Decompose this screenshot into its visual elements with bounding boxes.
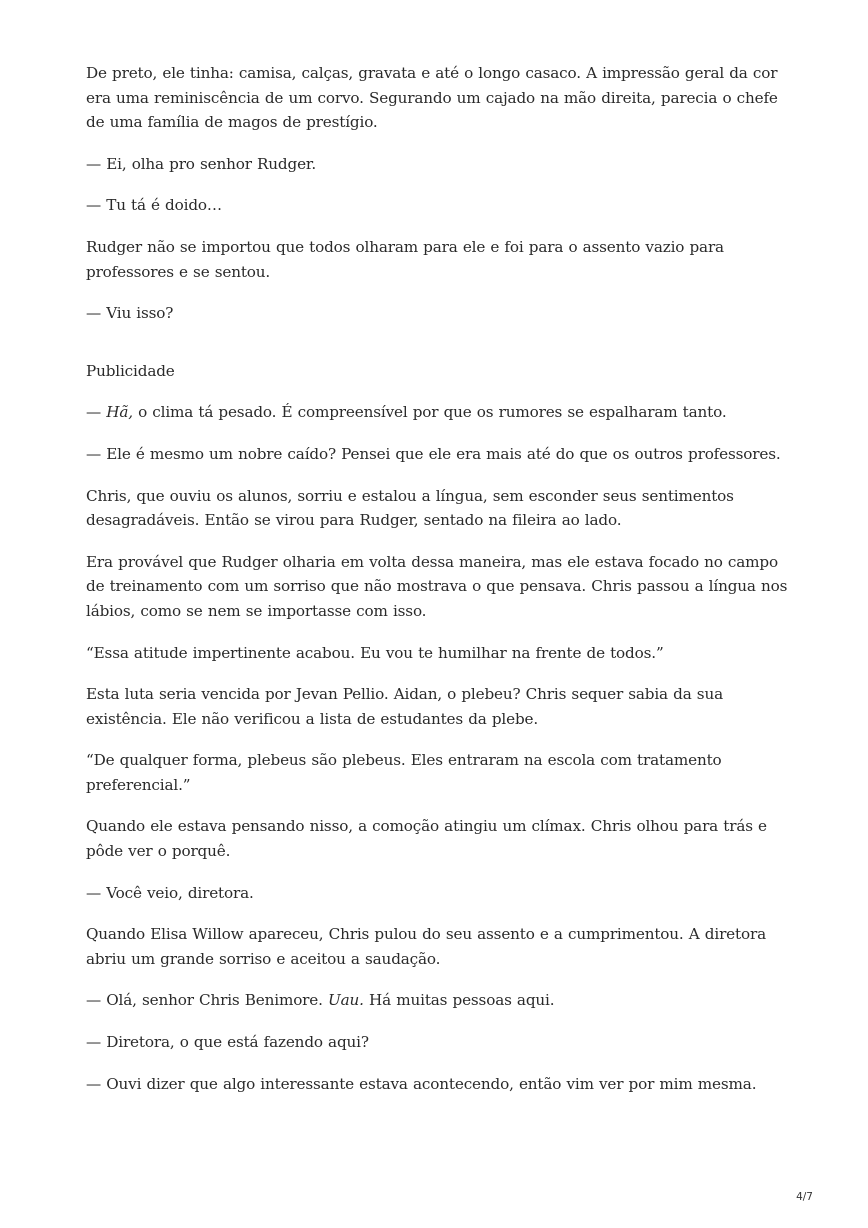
page-number: 4/7 [796,1191,813,1203]
advertisement-label: Publicidade [86,361,175,380]
paragraph-narration: Esta luta seria vencida por Jevan Pellio. Aidan, o plebeu? Chris sequer sabia da sua existência. Ele não verificou a lista de estudantes da plebe. [86,685,723,728]
thought-line: “De qualquer forma, plebeus são plebeus. Eles entraram na escola com tratamento preferencial.” [86,751,722,794]
paragraph-narration: Chris, que ouviu os alunos, sorriu e estalou a língua, sem esconder seus sentimentos desagradáveis. Então se virou para Rudger, sentado na fileira ao lado. [86,486,734,530]
paragraph-narration: Quando ele estava pensando nisso, a comoção atingiu um clímax. Chris olhou para trás e pôde ver o porquê. [86,817,767,861]
paragraph-narration: Era provável que Rudger olharia em volta dessa maneira, mas ele estava focado no campo de treinamento com um sorriso que não mostrava o que pensava. Chris passou a língua nos lábios, como se nem se importasse com isso. [86,552,788,620]
paragraph-description: De preto, ele tinha: camisa, calças, gravata e até o longo casaco. A impressão geral da cor era uma reminiscência de um corvo. Segurando um cajado na mão direita, parecia o chefe de uma família de magos de prestígio. [86,64,778,132]
dialogue-line: — Ouvi dizer que algo interessante estava acontecendo, então vim ver por mim mesma. [86,1074,757,1093]
paragraph-narration: Quando Elisa Willow apareceu, Chris pulou do seu assento e a cumprimentou. A diretora abriu um grande sorriso e aceitou a saudação. [86,925,766,968]
dialogue-line: — Você veio, diretora. [86,883,254,902]
dialogue-line: — Ei, olha pro senhor Rudger. [86,154,317,173]
thought-line: “Essa atitude impertinente acabou. Eu vou te humilhar na frente de todos.” [86,643,664,662]
dialogue-line: — Hã, o clima tá pesado. É compreensível por que os rumores se espalharam tanto. [86,403,727,422]
paragraph-narration: Rudger não se importou que todos olharam para ele e foi para o assento vazio para professores e se sentou. [86,237,724,281]
dialogue-line: — Olá, senhor Chris Benimore. Uau. Há muitas pessoas aqui. [86,991,555,1010]
document-body [86,61,792,1113]
dialogue-line: — Viu isso? [86,304,174,323]
dialogue-line: — Tu tá é doido… [86,196,222,215]
dialogue-line: — Diretora, o que está fazendo aqui? [86,1033,369,1052]
dialogue-line: — Ele é mesmo um nobre caído? Pensei que ele era mais até do que os outros professores. [86,444,781,463]
